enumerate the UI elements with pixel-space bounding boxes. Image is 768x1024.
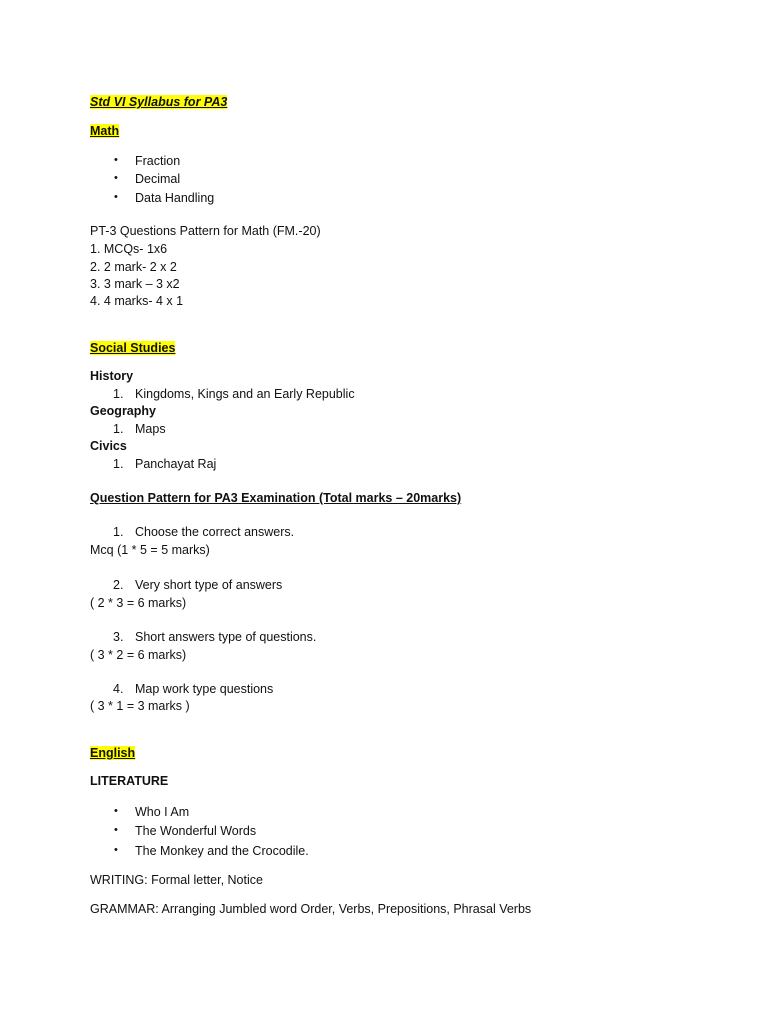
- list-number: 1.: [113, 387, 124, 401]
- civics-label: Civics: [90, 439, 127, 453]
- pattern-number: 4.: [113, 682, 124, 696]
- math-pattern-line: 3. 3 mark – 3 x2: [90, 277, 180, 291]
- history-item: Kingdoms, Kings and an Early Republic: [135, 387, 355, 401]
- pattern-marks: ( 3 * 2 = 6 marks): [90, 648, 187, 662]
- history-label: History: [90, 369, 134, 383]
- bullet-icon: •: [114, 154, 118, 166]
- geography-label: Geography: [90, 404, 156, 418]
- literature-item: The Monkey and the Crocodile.: [135, 844, 309, 858]
- list-number: 1.: [113, 422, 124, 436]
- math-pattern-line: 2. 2 mark- 2 x 2: [90, 260, 177, 274]
- pattern-question: Choose the correct answers.: [135, 525, 295, 539]
- pattern-number: 3.: [113, 630, 124, 644]
- math-topic: Decimal: [135, 172, 181, 186]
- pattern-question: Map work type questions: [135, 682, 274, 696]
- english-heading: English: [90, 746, 136, 760]
- math-topic: Data Handling: [135, 191, 215, 205]
- literature-item: Who I Am: [135, 805, 190, 819]
- literature-label: LITERATURE: [90, 774, 169, 788]
- geography-item: Maps: [135, 422, 166, 436]
- bullet-icon: •: [114, 191, 118, 203]
- pattern-number: 2.: [113, 578, 124, 592]
- grammar-line: GRAMMAR: Arranging Jumbled word Order, Verbs, Prepositions, Phrasal Verbs: [90, 902, 532, 916]
- literature-item: The Wonderful Words: [135, 824, 257, 838]
- math-pattern-title: PT-3 Questions Pattern for Math (FM.-20): [90, 224, 321, 238]
- civics-item: Panchayat Raj: [135, 457, 217, 471]
- pattern-question: Very short type of answers: [135, 578, 283, 592]
- math-topic: Fraction: [135, 154, 181, 168]
- writing-line: WRITING: Formal letter, Notice: [90, 873, 263, 887]
- pattern-marks: Mcq (1 * 5 = 5 marks): [90, 543, 210, 557]
- pattern-number: 1.: [113, 525, 124, 539]
- math-pattern-line: 4. 4 marks- 4 x 1: [90, 294, 184, 308]
- bullet-icon: •: [114, 172, 118, 184]
- math-heading: Math: [90, 124, 120, 138]
- bullet-icon: •: [114, 844, 118, 856]
- social-pattern-title: Question Pattern for PA3 Examination (Total marks – 20marks): [90, 491, 462, 505]
- list-number: 1.: [113, 457, 124, 471]
- social-heading: Social Studies: [90, 341, 176, 355]
- pattern-marks: ( 2 * 3 = 6 marks): [90, 596, 187, 610]
- page-title: Std VI Syllabus for PA3: [90, 95, 228, 109]
- bullet-icon: •: [114, 805, 118, 817]
- bullet-icon: •: [114, 824, 118, 836]
- pattern-marks: ( 3 * 1 = 3 marks ): [90, 699, 190, 713]
- pattern-question: Short answers type of questions.: [135, 630, 317, 644]
- math-pattern-line: 1. MCQs- 1x6: [90, 242, 168, 256]
